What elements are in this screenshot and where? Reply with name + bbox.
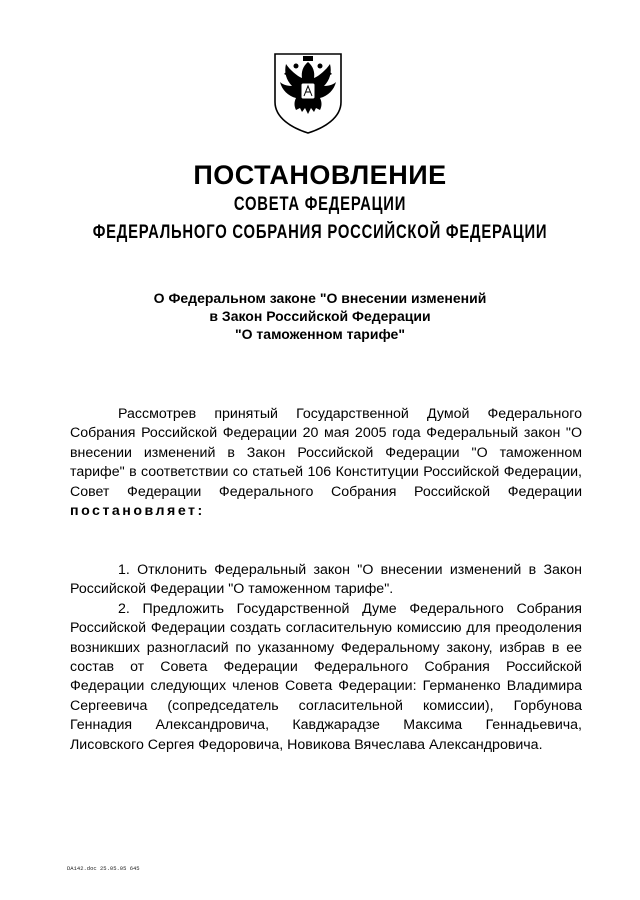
document-title: ПОСТАНОВЛЕНИЕ: [193, 160, 447, 190]
coat-of-arms-emblem: [272, 50, 344, 134]
document-subtitle-assembly: ФЕДЕРАЛЬНОГО СОБРАНИЯ РОССИЙСКОЙ ФЕДЕРАЦИИ: [92, 222, 548, 243]
subject-line: в Закон Российской Федерации: [209, 308, 431, 324]
resolution-items: [70, 561, 582, 755]
resolution-item: 1. Отклонить Федеральный закон "О внесении изменений в Закон Российской Федерации "О таможенном тарифе".: [70, 562, 582, 598]
resolution-item: 2. Предложить Государственной Думе Федерального Собрания Российской Федерации создать согласительную комиссию для преодоления возникших разногласий по указанному Федеральному закону, избрав в ее состав от Совета Федерации Федерального Собрания Российской Федерации следующих членов Совета Федерации: Германенко Владимира Сергеевича (сопредседатель согласительной комиссии), Горбунова Геннадия Александровича, Кавджарадзе Максима Геннадьевича, Лисовского Сергея Федоровича, Новикова Вячеслава Александровича.: [70, 600, 582, 753]
preamble-paragraph: [70, 405, 582, 521]
preamble-text: Рассмотрев принятый Государственной Думой Федерального Собрания Российской Федерации 20 мая 2005 года Федеральный закон "О внесении изменений в Закон Российской Федерации "О таможенном тарифе" в соответствии со статьей 106 Конституции Российской Федерации, Совет Федерации Федерального Собрания Российской Федерации: [70, 406, 582, 500]
document-subtitle-council: СОВЕТА ФЕДЕРАЦИИ: [233, 194, 407, 215]
resolution-subject: [0, 289, 640, 343]
subject-line: О Федеральном законе "О внесении изменений: [153, 290, 487, 306]
subject-line: "О таможенном тарифе": [235, 326, 405, 342]
document-footer-reference: DA142.doc 25.05.05 645: [67, 865, 140, 872]
resolves-word: постановляет:: [70, 503, 205, 520]
